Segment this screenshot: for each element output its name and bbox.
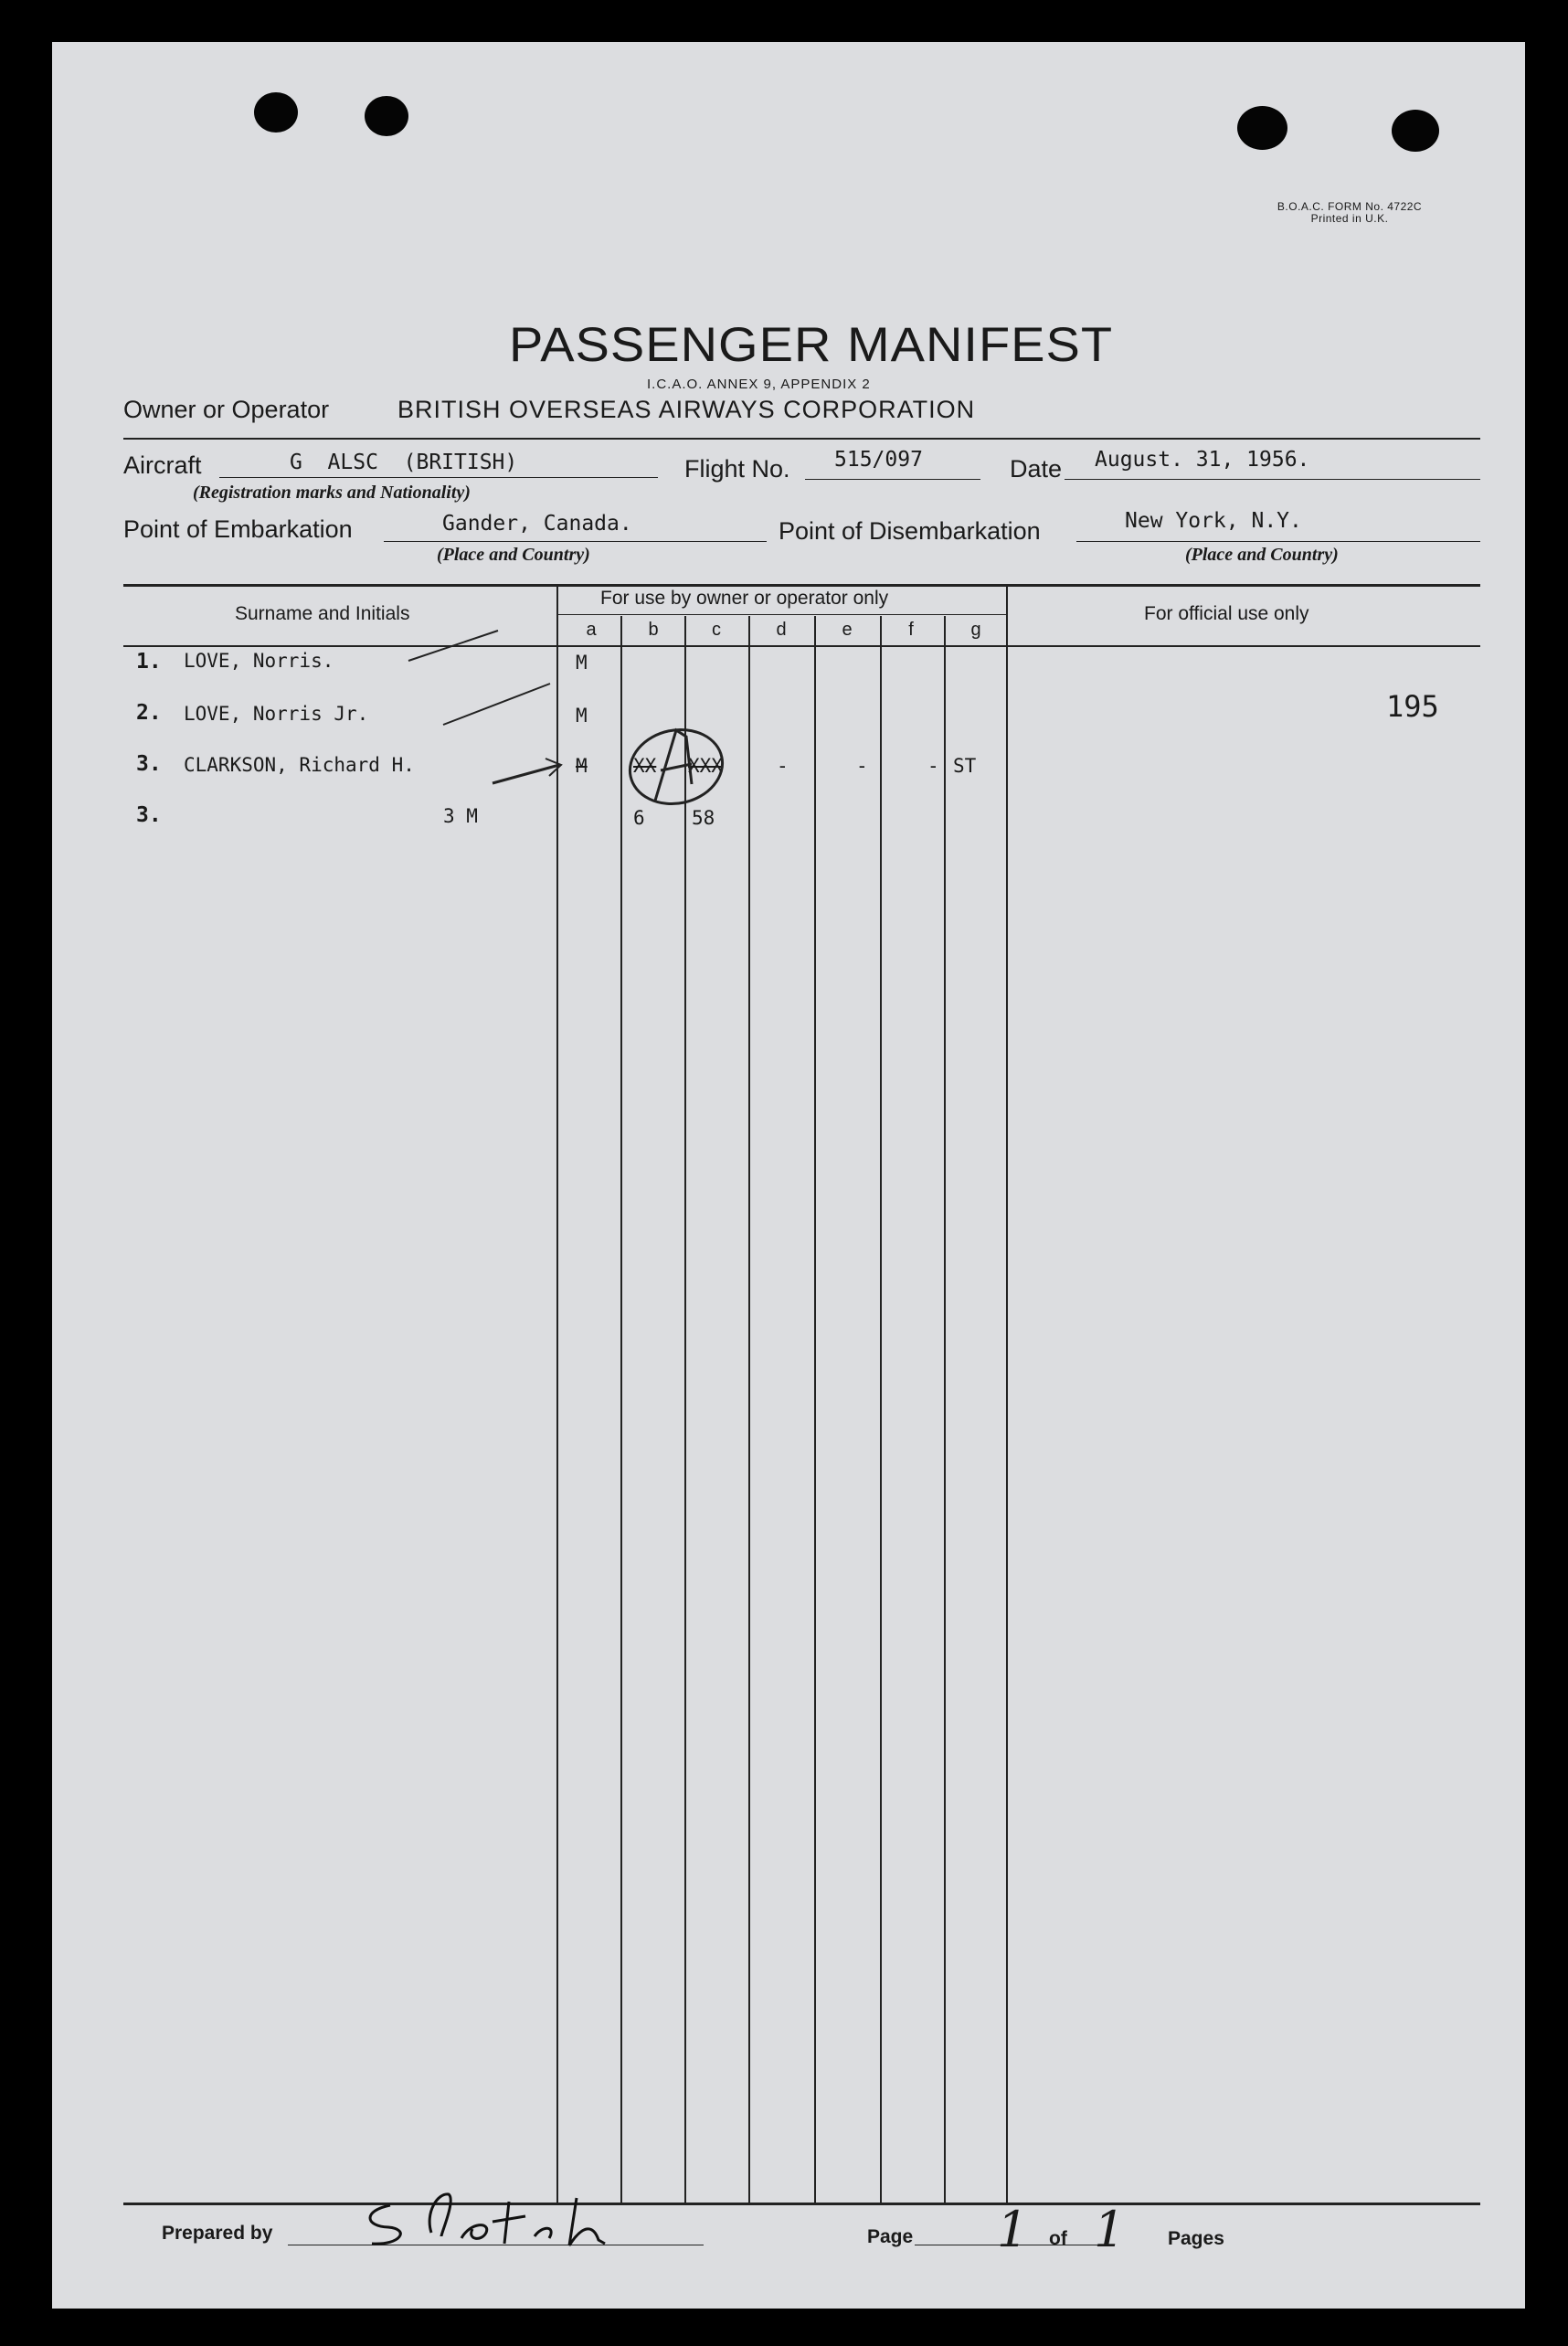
column-d-header: d xyxy=(776,620,787,640)
embark-value: Gander, Canada. xyxy=(442,512,632,536)
surname-header: Surname and Initials xyxy=(235,603,410,624)
handwritten-marks xyxy=(52,42,1525,2309)
page-label: Page xyxy=(867,2226,914,2247)
column-b-header: b xyxy=(648,620,659,640)
passenger-name: LOVE, Norris. xyxy=(184,650,334,672)
manifest-sheet xyxy=(52,42,1525,2309)
aircraft-hint: (Registration marks and Nationality) xyxy=(193,483,471,503)
flight-label: Flight No. xyxy=(684,455,790,483)
disembark-label: Point of Disembarkation xyxy=(779,517,1041,545)
aircraft-value: G ALSC (BRITISH) xyxy=(290,451,518,474)
cell-g: ST xyxy=(953,755,977,777)
cell-a: M xyxy=(576,705,588,727)
cell-a: M xyxy=(576,755,588,777)
page-value: 1 xyxy=(997,2201,1029,2258)
form-number-text: B.O.A.C. FORM No. 4722C xyxy=(1277,200,1423,213)
total-count: 3 M xyxy=(443,805,478,827)
page-title: PASSENGER MANIFEST xyxy=(509,316,1114,372)
total-number: 3. xyxy=(136,803,162,827)
row-number: 2. xyxy=(136,701,162,725)
owner-label: Owner or Operator xyxy=(123,396,330,423)
disembark-hint: (Place and Country) xyxy=(1185,545,1339,565)
date-value: August. 31, 1956. xyxy=(1095,448,1310,472)
printed-in-text: Printed in U.K. xyxy=(1310,212,1389,225)
of-label: of xyxy=(1049,2228,1067,2249)
cell-c: XXX xyxy=(688,755,723,777)
signature xyxy=(354,2185,664,2258)
pages-label: Pages xyxy=(1168,2228,1224,2249)
total-b: 6 xyxy=(633,807,645,829)
row-number: 1. xyxy=(136,650,162,674)
cell-b: XX xyxy=(633,755,657,777)
cell-d: - xyxy=(777,755,789,777)
footer-rule xyxy=(123,2203,1480,2205)
date-label: Date xyxy=(1010,455,1063,483)
cell-a: M xyxy=(576,652,588,674)
passenger-name: LOVE, Norris Jr. xyxy=(184,703,369,725)
cell-f: - xyxy=(927,755,939,777)
owner-use-header: For use by owner or operator only xyxy=(600,588,889,609)
official-header: For official use only xyxy=(1144,603,1309,624)
cell-e: - xyxy=(856,755,868,777)
column-f-header: f xyxy=(908,620,914,640)
page-subtitle: I.C.A.O. ANNEX 9, APPENDIX 2 xyxy=(647,377,871,392)
embark-hint: (Place and Country) xyxy=(437,545,590,565)
column-g-header: g xyxy=(970,620,981,640)
total-c: 58 xyxy=(692,807,715,829)
column-e-header: e xyxy=(842,620,853,640)
column-c-header: c xyxy=(712,620,721,640)
owner-value: BRITISH OVERSEAS AIRWAYS CORPORATION xyxy=(397,396,976,423)
column-a-header: a xyxy=(586,620,597,640)
pages-value: 1 xyxy=(1094,2201,1126,2258)
aircraft-label: Aircraft xyxy=(123,451,202,479)
passenger-name: CLARKSON, Richard H. xyxy=(184,754,415,776)
flight-value: 515/097 xyxy=(834,448,923,472)
embark-label: Point of Embarkation xyxy=(123,515,353,543)
row-number: 3. xyxy=(136,752,162,776)
disembark-value: New York, N.Y. xyxy=(1125,509,1302,533)
official-number: 195 xyxy=(1386,689,1439,724)
prepared-label: Prepared by xyxy=(162,2223,273,2244)
